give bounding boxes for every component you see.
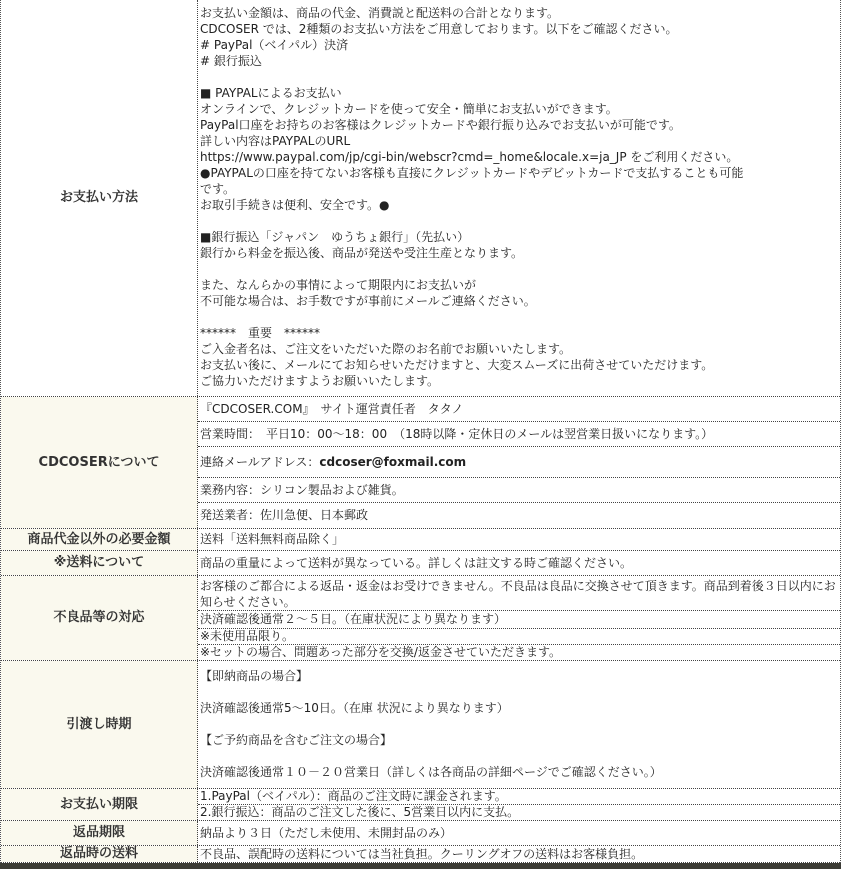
delivery-line: 決済確認後通常5～10日。（在庫 状況により異なります） (200, 701, 509, 715)
delivery-line-blank (198, 684, 840, 700)
payment-line: お支払い金額は、商品の代金、消費説と配送料の合計となります。 (200, 6, 560, 20)
about-cdcoser-label: CDCOSERについて (1, 397, 198, 528)
payment-line: CDCOSER では、2種類のお支払い方法をご用意しております。以下をご確認ください。 (200, 22, 678, 36)
payment-line: また、なんらかの事情によって期限内にお支払いが (200, 278, 477, 292)
payment-line: お支払い後に、メールにてお知らせいただけますと、大変スムーズに出荷させていただけます。 (200, 358, 714, 372)
extra-fee-content (198, 529, 840, 550)
payment-line: 銀行から料金を振込後、商品が発送や受注生産となります。 (200, 246, 524, 260)
about-shipping-company: 発送業者：佐川急便、日本郵政 (200, 508, 369, 522)
row-return-shipping (1, 846, 840, 863)
defective-handling-label: 不良品等の対応 (1, 576, 198, 660)
return-shipping-text: 不良品、誤配時の送料については当社負担。クーリングオフの送料はお客様負担。 (200, 846, 644, 861)
payment-line-blank (198, 309, 840, 325)
row-return-period (1, 821, 840, 846)
payment-line-blank (198, 213, 840, 229)
delivery-line: 決済確認後通常１０－２０営業日（詳しくは各商品の詳細ページでご確認ください。） (200, 765, 662, 779)
extra-fee-text: 送料「送料無料商品除く」 (200, 532, 345, 546)
payment-line-blank (198, 261, 840, 277)
contact-label: 連絡メールアドレス： (200, 454, 320, 469)
extra-fee-label: 商品代金以外の必要金額 (1, 529, 198, 550)
row-defective-handling (1, 576, 840, 661)
payment-line: です。 (200, 182, 236, 196)
about-business-content: 業務内容：シリコン製品および雑貨。 (198, 478, 840, 503)
row-payment-method (1, 0, 840, 397)
about-site-owner: 『CDCOSER.COM』 サイト運営責任者 タタノ (198, 397, 840, 422)
row-about-cdcoser (1, 397, 840, 529)
payment-line: # PayPal（ベイパル）決済 (200, 38, 349, 52)
payment-line: お取引手続きは便利、安全です。● (200, 198, 390, 212)
deadline-item: 1.PayPal（ベイパル）：商品のご注文時に課金されます。 (198, 789, 840, 805)
row-extra-fee (1, 529, 840, 551)
payment-line: オンラインで、クレジットカードを使って安全・簡単にお支払いができます。 (200, 102, 618, 116)
row-shipping-info (1, 551, 840, 576)
return-period-content (198, 821, 840, 845)
defective-item: ※未使用品限り。 (198, 629, 840, 645)
payment-line: ご入金者名は、ご注文をいただいた際のお名前でお願いいたします。 (200, 342, 572, 356)
delivery-period-label: 引渡し時期 (1, 661, 198, 788)
payment-line: ●PAYPALの口座を持てないお客様も直接にクレジットカードやデビットカードで支払することも可能 (200, 166, 744, 180)
payment-line: # 銀行振込 (200, 54, 262, 68)
about-cdcoser-content (198, 397, 840, 528)
bottom-divider-bar (0, 863, 841, 869)
payment-line: ■銀行振込「ジャパン ゆうちょ銀行」（先払い） (200, 230, 470, 244)
payment-line: PayPal口座をお持ちのお客様はクレジットカードや銀行振り込みでお支払いが可能です。 (200, 118, 681, 132)
payment-method-content (198, 0, 840, 396)
row-delivery-period (1, 661, 840, 789)
payment-deadline-content (198, 789, 840, 820)
defective-item: お客様のご都合による返品・返金はお受けできません。不良品は良品に交換させて頂きます。商品到着後３日以内にお知らせください。 (198, 576, 840, 611)
payment-line: ■ PAYPALによるお支払い (200, 86, 342, 100)
return-period-text: 納品より３日（ただし未使用、未開封品のみ） (200, 825, 453, 840)
payment-method-label: お支払い方法 (1, 0, 198, 396)
defective-item: ※セットの場合、問題あった部分を交換/返金させていただきます。 (200, 645, 562, 659)
contact-email: cdcoser@foxmail.com (319, 454, 467, 469)
shipping-info-content (198, 551, 840, 575)
delivery-period-content (198, 661, 840, 788)
delivery-line-blank (198, 748, 840, 764)
delivery-line: 【即納商品の場合】 (200, 669, 309, 683)
delivery-line: 【ご予約商品を含むご注文の場合】 (200, 733, 393, 747)
payment-line-paypal-url: https://www.paypal.com/jp/cgi-bin/webscr?cmd=_home&locale.x=ja_JP をご利用ください。 (200, 150, 739, 164)
shipping-info-label: ※送料について (1, 551, 198, 575)
about-business-hours: 営業時間： 平日10：00～18：00 （18時以降・定休日のメールは翌営業日扱いになります。） (198, 422, 840, 447)
payment-line-blank (198, 69, 840, 85)
return-period-label: 返品期限 (1, 821, 198, 845)
payment-line: 詳しい内容はPAYPALのURL (200, 134, 351, 148)
payment-deadline-label: お支払い期限 (1, 789, 198, 820)
defective-handling-content (198, 576, 840, 660)
payment-line-important: ****** 重要 ****** (200, 326, 321, 340)
defective-item: 決済確認後通常２～５日。（在庫状況により異なります） (198, 611, 840, 629)
return-shipping-label: 返品時の送料 (1, 846, 198, 862)
payment-line: ご協力いただけますようお願いいたします。 (200, 374, 440, 388)
deadline-item: 2.銀行振込：商品のご注文した後に、5営業日以内に支払。 (200, 805, 520, 819)
row-payment-deadline (1, 789, 840, 821)
about-contact-row (198, 447, 840, 478)
shipping-info-text: 商品の重量によって送料が異なっている。詳しくは註文する時ご確認ください。 (200, 555, 633, 570)
payment-line: 不可能な場合は、お手数ですが事前にメールご連絡ください。 (200, 294, 536, 308)
delivery-line-blank (198, 716, 840, 732)
return-shipping-content (198, 846, 840, 862)
